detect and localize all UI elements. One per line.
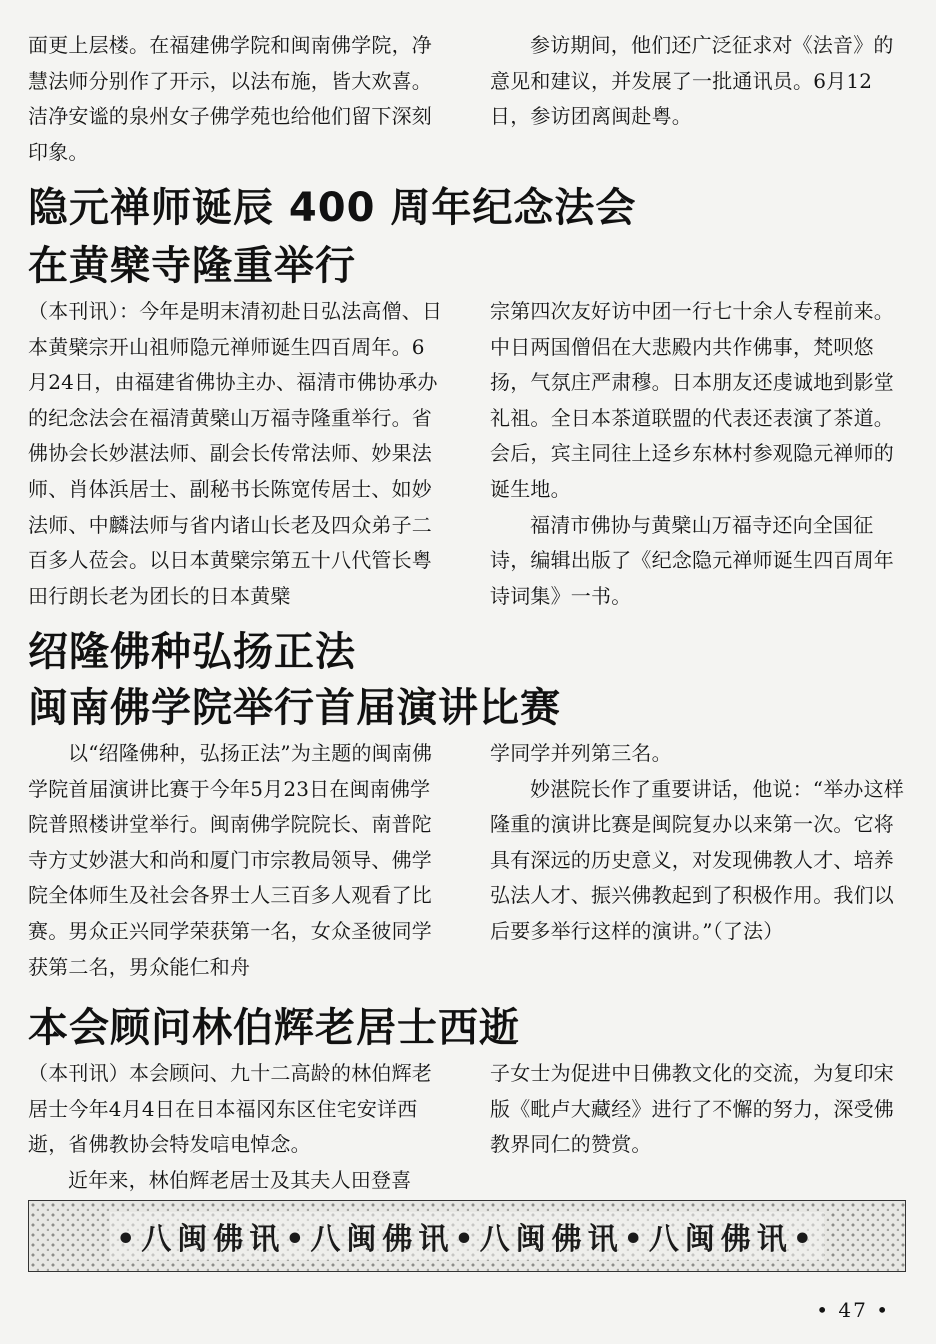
article-3-left-paragraph-2: 近年来，林伯辉老居士及其夫人田登喜 (68, 1167, 412, 1192)
article-1-right-column (490, 294, 906, 614)
column-banner-text: •八闽佛讯•八闽佛讯•八闽佛讯•八闽佛讯• (110, 1212, 824, 1260)
article-2-left-paragraph: 以“绍隆佛种，弘扬正法”为主题的闽南佛学院首届演讲比赛于今年5月23日在闽南佛学院普照楼讲堂举行。闽南佛学院院长、南普陀寺方丈妙湛大和尚和厦门市宗教局领导、佛学院全体师生及社会各界士人三百多人观看了比赛。男众正兴同学荣获第一名，女众圣彼同学获第二名，男众能仁和舟 (28, 741, 433, 979)
article-3-left-column (28, 1056, 444, 1198)
top-right-paragraph: 参访期间，他们还广泛征求对《法音》的意见和建议，并发展了一批通讯员。6月12日，参访团离闽赴粤。 (490, 33, 894, 129)
article-2-right-paragraph-1: 学同学并列第三名。 (490, 741, 672, 765)
column-banner (28, 1200, 906, 1272)
article-3-right-column (490, 1056, 906, 1163)
top-left-paragraph: 面更上层楼。在福建佛学院和闽南佛学院，净慧法师分别作了开示，以法布施，皆大欢喜。洁净安谧的泉州女子佛学苑也给他们留下深刻印象。 (28, 33, 432, 164)
article-1-title-line-1: 隐元禅师诞辰 400 周年纪念法会 (28, 185, 637, 231)
article-2-title-line-1: 绍隆佛种弘扬正法 (28, 629, 356, 675)
article-1-right-paragraph-1: 宗第四次友好访中团一行七十余人专程前来。中日两国僧侣在大悲殿内共作佛事，梵呗悠扬，气氛庄严肃穆。日本朋友还虔诚地到影堂礼祖。全日本茶道联盟的代表还表演了茶道。会后，宾主同往上迳乡东林村参观隐元禅师的诞生地。 (490, 299, 894, 501)
article-3-right-paragraph: 子女士为促进中日佛教文化的交流，为复印宋版《毗卢大藏经》进行了不懈的努力，深受佛教界同仁的赞赏。 (490, 1061, 894, 1157)
article-2-right-paragraph-2: 妙湛院长作了重要讲话，他说：“举办这样隆重的演讲比赛是闽院复办以来第一次。它将具有深远的历史意义，对发现佛教人才、培养弘法人才、振兴佛教起到了积极作用。我们以后要多举行这样的演讲。”（了法） (490, 776, 905, 943)
article-2-left-column (28, 736, 444, 985)
top-right-column (490, 28, 906, 135)
page-number: • 47 • (816, 1298, 890, 1322)
article-3-left-paragraph-1: （本刊讯）本会顾问、九十二高龄的林伯辉老居士今年4月4日在日本福冈东区住宅安详西逝，省佛教协会特发唁电悼念。 (28, 1061, 432, 1157)
article-3-title: 本会顾问林伯辉老居士西逝 (28, 1005, 520, 1051)
article-2-right-column (490, 736, 906, 950)
article-1-left-paragraph: （本刊讯）：今年是明末清初赴日弘法高僧、日本黄檗宗开山祖师隐元禅师诞生四百周年。6月24日，由福建省佛协主办、福清市佛协承办的纪念法会在福清黄檗山万福寺隆重举行。省佛协会长妙湛法师、副会长传常法师、妙果法师、肖体浜居士、副秘书长陈宽传居士、如妙法师、中麟法师与省内诸山长老及四众弟子二百多人莅会。以日本黄檗宗第五十八代管长粤田行朗长老为团长的日本黄檗 (28, 299, 443, 608)
article-1-left-column (28, 294, 444, 614)
article-2-title-line-2: 闽南佛学院举行首届演讲比赛 (28, 685, 561, 731)
article-1-right-paragraph-2: 福清市佛协与黄檗山万福寺还向全国征诗，编辑出版了《纪念隐元禅师诞生四百周年诗词集》一书。 (490, 512, 894, 608)
top-left-column (28, 28, 444, 170)
article-1-title-line-2: 在黄檗寺隆重举行 (28, 243, 356, 289)
